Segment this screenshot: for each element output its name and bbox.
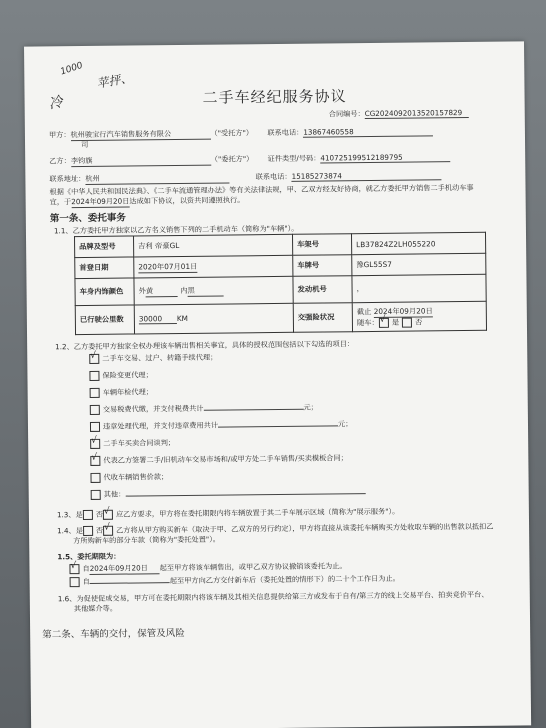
option-text-4: 交易税费代缴，并支付税费共计 <box>102 403 204 414</box>
article-1-heading: 第一条、委托事务 <box>49 212 126 225</box>
party-a-name: 杭州骏宝行汽车销售服务有限公 <box>70 129 210 141</box>
option-item <box>90 419 352 432</box>
option-text-3: 车辆年检代理； <box>102 387 154 397</box>
option-item <box>90 453 348 466</box>
option-text-6: 二手车买卖合同谈判； <box>103 438 176 448</box>
party-b-phone-label: 联系电话： <box>255 171 292 182</box>
clause-1-4 <box>57 522 493 537</box>
clause-1-4-text: 乙方将从甲方购买新车（取决于甲、乙双方的另行约定），甲方将直接从该委托车辆购买方处收取车辆的出售款以抵扣乙 <box>116 521 494 535</box>
party-a-role: （"受托方"） <box>210 128 254 138</box>
brand-value: 吉利 帝豪GL <box>134 234 293 257</box>
clause-1-3 <box>57 507 399 521</box>
exterior-color: 黄 <box>146 286 178 297</box>
option-text-1: 二手车交易、过户、转籍手续代理； <box>102 352 218 363</box>
option-checkbox-3[interactable] <box>90 388 100 398</box>
preamble-prefix: 宜，于 <box>49 197 72 207</box>
handwriting-note-1: 1000 <box>59 60 85 78</box>
contract-number-row <box>329 108 469 119</box>
option-checkbox-7[interactable] <box>90 456 100 466</box>
reg-date-value <box>134 255 293 278</box>
plate-value: 豫GL55S7 <box>352 253 486 275</box>
party-b-phone: 15185273874 <box>292 170 442 182</box>
preamble-line-1: 根据《中华人民共和国民法典》、《二手车流通管理办法》等有关法律法规，甲、乙双方经友好协商，就乙方委托甲方销售二手机动车事 <box>49 182 474 197</box>
option-item <box>90 472 168 483</box>
party-b-id-label: 证件类型/号码： <box>267 153 321 164</box>
party-a-phone-label: 联系电话： <box>267 127 304 138</box>
clause-1-3-no-box[interactable] <box>103 510 113 520</box>
option-checkbox-6[interactable] <box>90 439 100 449</box>
violation-amount-blank[interactable] <box>218 425 338 427</box>
option-tail-5: 元； <box>337 419 353 429</box>
term-start-date-blank[interactable] <box>90 582 170 584</box>
mileage: 30000 <box>139 314 177 324</box>
term-text-1: 起至甲方将该车辆售出，或甲乙双方协议撤销该委托为止。 <box>159 561 347 573</box>
option-item <box>90 438 175 449</box>
clause-1-3-text: 应乙方要求，甲方将在委托期限内将车辆放置于其二手车展示区域（简称为"展示服务"）。 <box>115 506 400 519</box>
table-row <box>75 274 486 305</box>
reg-date: 2020年07月01日 <box>138 261 198 271</box>
insurance-label: 交强险状况 <box>293 303 352 333</box>
contract-number-label: 合同编号： <box>328 109 365 119</box>
vin-value: LB37824Z2LH055220 <box>351 232 485 254</box>
insurance-date-prefix: 截止 <box>356 306 372 316</box>
mileage-unit: KM <box>176 313 189 324</box>
party-b-label: 乙方： <box>49 156 71 166</box>
term-start-date: 2024年09月20日 <box>90 563 160 575</box>
exterior-prefix: 外 <box>138 285 146 295</box>
clause-1-4-yes-box[interactable] <box>83 526 93 536</box>
party-b-row <box>49 152 450 167</box>
option-checkbox-9[interactable] <box>91 490 101 500</box>
insurance-value <box>352 301 486 331</box>
reg-date-label: 首登日期 <box>75 257 134 279</box>
insurance-date: 2024年09月20日 <box>373 305 433 316</box>
clause-1-3-prefix: 1.3、是 <box>56 510 83 520</box>
article-2-heading: 第二条、车辆的交付，保管及风险 <box>42 627 185 641</box>
color-label: 车身内饰颜色 <box>75 278 134 306</box>
term-prefix-1: 自 <box>82 563 90 574</box>
tax-amount-blank[interactable] <box>203 409 303 411</box>
option-item <box>89 353 217 364</box>
address-label: 联系地址： <box>49 173 86 184</box>
no-label: 否 <box>415 316 423 327</box>
address-value: 杭州 <box>85 172 229 185</box>
mileage-value <box>134 303 293 334</box>
clause-1-4-prefix: 1.4、是 <box>57 526 83 536</box>
term-checkbox-2[interactable] <box>70 577 80 587</box>
other-blank[interactable] <box>125 493 365 497</box>
brand-label: 品牌及型号 <box>75 236 134 258</box>
handwriting-note-3: 冷 <box>47 93 65 113</box>
contract-number: CG2024092013520157829 <box>365 108 469 119</box>
party-b-id: 410725199512189795 <box>320 152 450 163</box>
clause-1-6: 1.6、为促使促成交易，甲方可在委托期限内将该车辆及其相关信息提供给第三方或发布于自有/第三方的线上交易平台、拍卖竞价平台、 <box>57 589 489 604</box>
term-text-2: 起至甲方向乙方交付新车后（委托处置的情形下）的二十个工作日为止。 <box>169 573 400 586</box>
color-value <box>134 276 293 305</box>
option-checkbox-4[interactable] <box>90 405 100 415</box>
yes-checkbox[interactable] <box>379 317 389 327</box>
clause-1-1: 1.1、乙方委托甲方独家以乙方名义销售下列的二手机动车（简称为"车辆"）。 <box>53 223 299 236</box>
option-checkbox-8[interactable] <box>90 473 100 483</box>
handwriting-note-2: 苹抨、 <box>95 70 134 91</box>
vin-label: 车架号 <box>292 234 351 256</box>
interior-prefix: 内 <box>180 285 188 295</box>
preamble-suffix: 达成如下协议，以资共同遵照执行。 <box>129 195 245 206</box>
option-checkbox-5[interactable] <box>90 422 100 432</box>
party-b-role: （"委托方"） <box>210 154 254 164</box>
clause-1-5-line-1 <box>69 561 346 575</box>
mileage-label: 已行驶公里数 <box>75 305 134 335</box>
party-a-name-cont: 司 <box>80 139 89 150</box>
document-title: 二手车经纪服务协议 <box>202 87 347 107</box>
clause-1-2: 1.2、乙方委托甲方独家全权办理该车辆出售相关事宜，具体的授权范围包括以下勾选的项目： <box>55 339 355 352</box>
engine-value: ， <box>352 274 486 302</box>
option-tail-4: 元； <box>303 402 318 412</box>
table-row <box>75 301 486 334</box>
option-item <box>90 387 153 398</box>
option-text-8: 代收车辆销售价款； <box>103 472 169 482</box>
engine-label: 发动机号 <box>293 276 352 304</box>
option-text-5: 违章处理代理，并支付违章费用共计 <box>102 420 219 431</box>
clause-1-4-no-box[interactable] <box>103 526 113 536</box>
insurance-with-car-label: 随车： <box>356 317 379 327</box>
yes-label: 是 <box>391 317 400 327</box>
party-a-row <box>49 126 433 141</box>
contract-page <box>24 41 531 728</box>
vehicle-table <box>74 232 487 335</box>
option-checkbox-1[interactable] <box>89 354 99 364</box>
option-item <box>91 487 366 500</box>
term-checkbox-1[interactable] <box>69 564 79 574</box>
option-text-7: 代表乙方签署二手/旧机动车交易市场和/或甲方处二手车销售/买卖模板合同； <box>103 453 348 465</box>
clause-1-5-title: 1.5、委托期限为： <box>57 551 121 562</box>
option-item <box>90 403 318 415</box>
party-a-label: 甲方： <box>48 130 71 140</box>
interior-color: 黑 <box>187 285 223 296</box>
clause-1-3-no-label: 否 <box>95 509 103 519</box>
option-checkbox-2[interactable] <box>89 371 99 381</box>
party-b-name: 李钧旗 <box>71 155 211 167</box>
no-checkbox[interactable] <box>402 317 412 327</box>
clause-1-4-no-label: 否 <box>95 525 104 535</box>
clause-1-3-yes-box[interactable] <box>83 510 93 520</box>
preamble-line-2 <box>50 195 245 208</box>
party-a-phone: 13867460558 <box>303 126 433 137</box>
option-text-9: 其他： <box>103 489 126 499</box>
clause-1-4-cont: 方所购新车的部分车款（简称为"委托处置"）。 <box>73 534 220 546</box>
clause-1-5-line-2 <box>70 574 400 587</box>
option-text-2: 保险变更代理； <box>102 370 153 380</box>
option-item <box>89 370 152 381</box>
clause-1-6-cont: 其他媒介等。 <box>73 603 118 614</box>
term-prefix-2: 自 <box>82 576 90 587</box>
plate-label: 车牌号 <box>293 255 352 277</box>
preamble-date: 2024年09月20日 <box>71 196 130 207</box>
